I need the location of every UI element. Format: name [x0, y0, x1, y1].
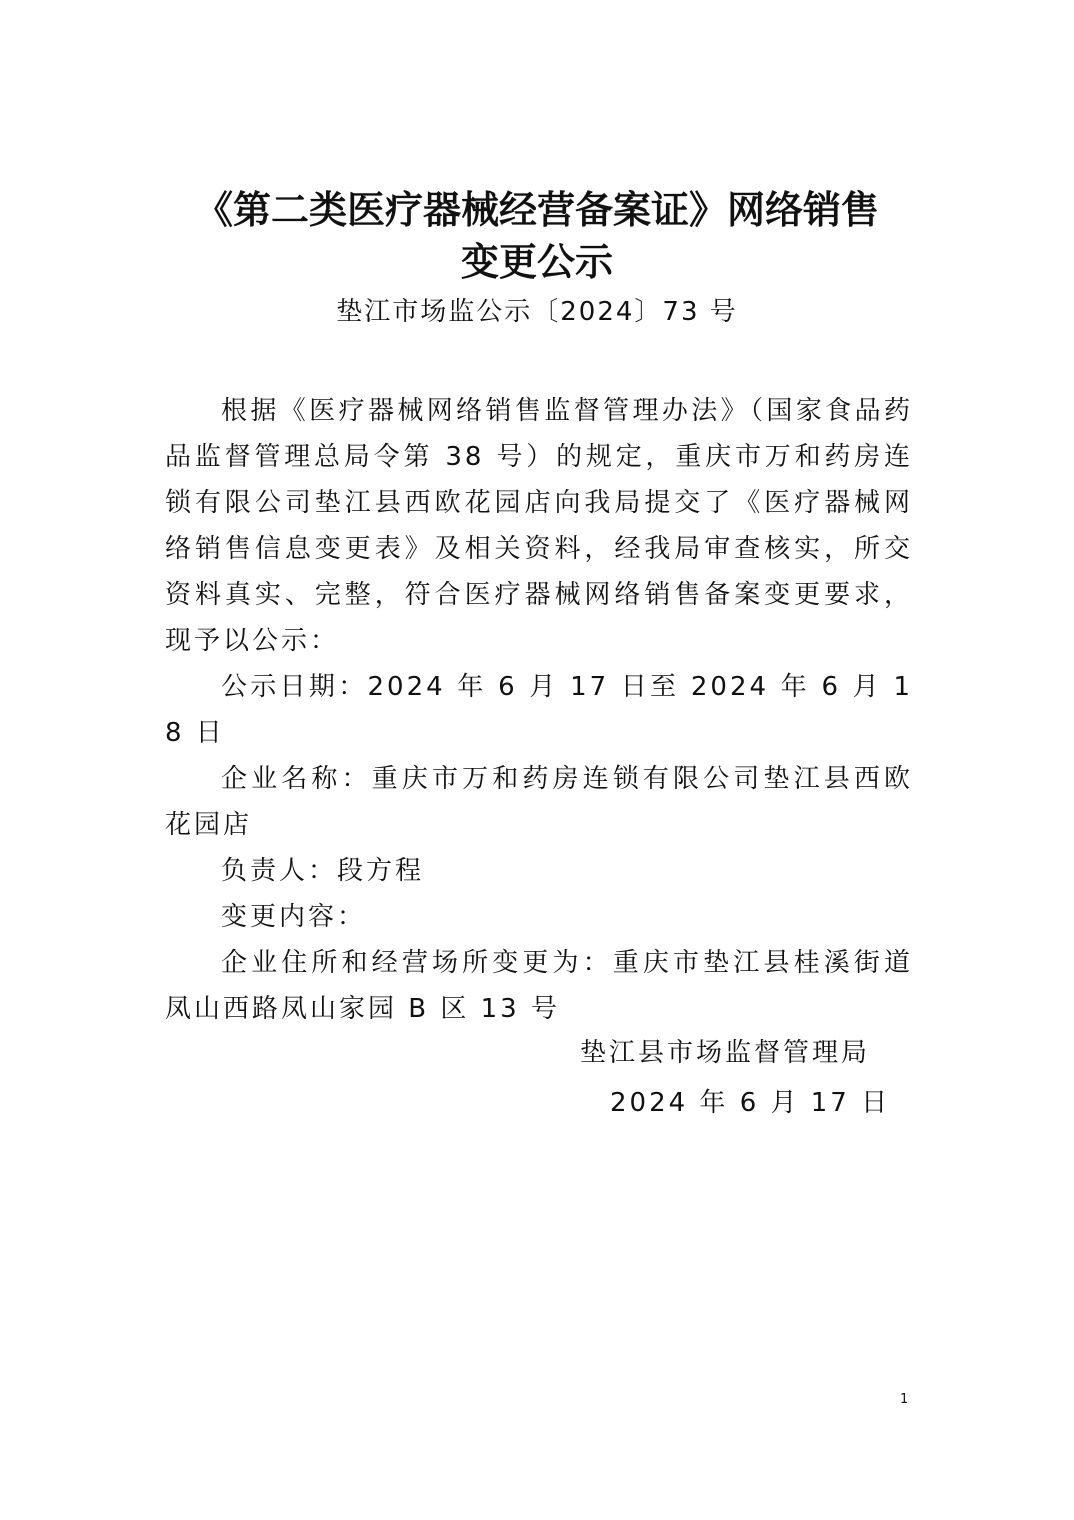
- document-title-line1: 《第二类医疗器械经营备案证》网络销售: [194, 187, 879, 232]
- change-content-label: 变更内容：: [221, 902, 367, 932]
- signature-date: 2024 年 6 月 17 日: [610, 1088, 891, 1118]
- company-name: 企业名称：重庆市万和药房连锁有限公司垫江县西欧花园店: [165, 764, 913, 840]
- intro-paragraph: 根据《医疗器械网络销售监督管理办法》（国家食品药品监督管理总局令第 38 号）的规定，重庆市万和药房连锁有限公司垫江县西欧花园店向我局提交了《医疗器械网络销售信息变更表》及相关资料，经我局审查核实，所交资料真实、完整，符合医疗器械网络销售备案变更要求，现予以公示：: [165, 396, 913, 656]
- notice-period: 公示日期：2024 年 6 月 17 日至 2024 年 6 月 18 日: [165, 672, 913, 748]
- change-content-detail: 企业住所和经营场所变更为：重庆市垫江县桂溪街道凤山西路凤山家园 B 区 13 号: [165, 948, 913, 1024]
- document-title-line2: 变更公示: [460, 239, 613, 284]
- signature-organization: 垫江县市场监督管理局: [580, 1038, 871, 1068]
- page-number: 1: [900, 1392, 909, 1407]
- responsible-person: 负责人：段方程: [221, 856, 425, 886]
- document-number: 垫江市场监公示〔2024〕73 号: [336, 297, 738, 327]
- document-body: [165, 388, 913, 1032]
